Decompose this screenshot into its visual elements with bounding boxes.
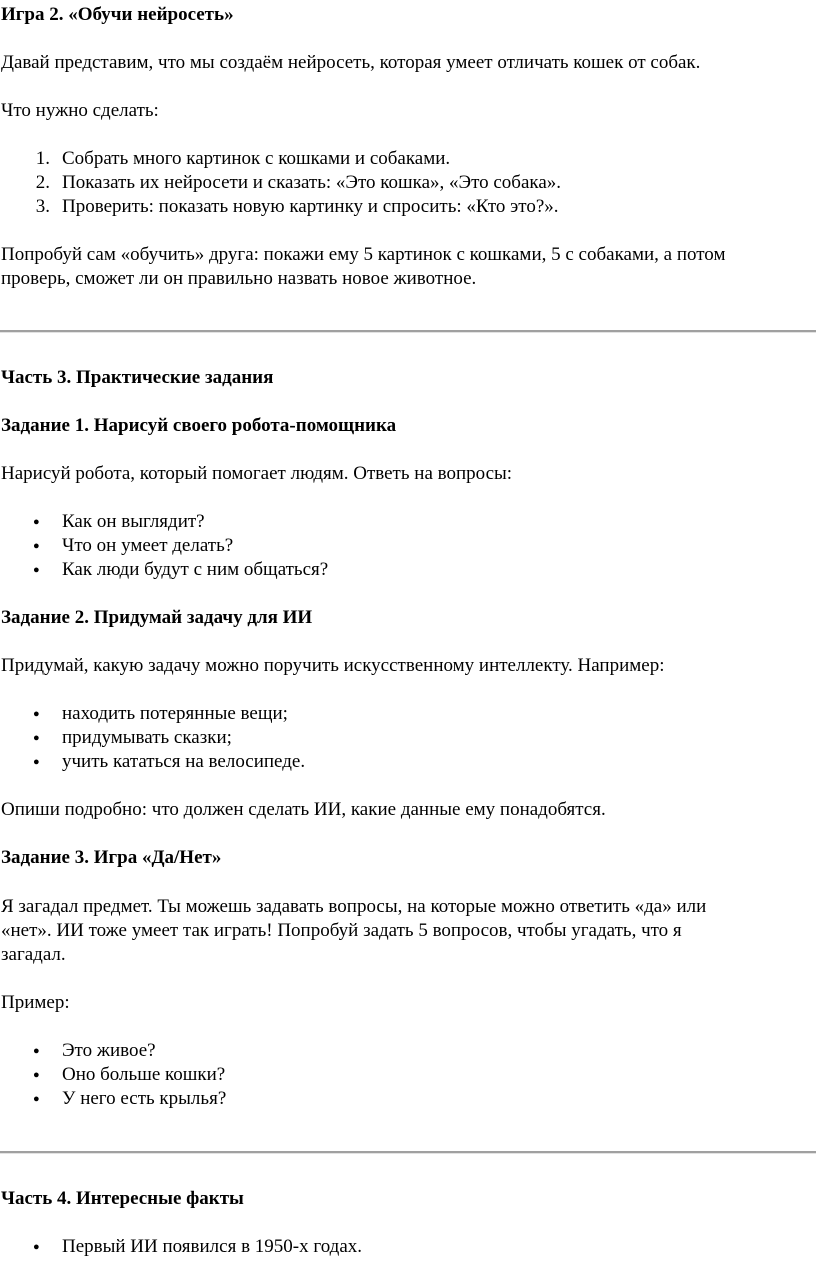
task1-text: Нарисуй робота, который помогает людям. Ответь на вопросы: [1,463,513,484]
game2-title: Игра 2. «Обучи нейросеть» [1,4,234,25]
list-item-text: придумывать сказки; [62,727,232,748]
list-item-text: У него есть крылья? [62,1088,227,1109]
list-item-text: Первый ИИ появился в 1950-х годах. [62,1236,363,1257]
bullet-icon: ● [33,564,40,576]
task1-title: Задание 1. Нарисуй своего робота-помощника [1,415,397,436]
list-item-text: Как люди будут с ним общаться? [62,559,329,580]
task2-title: Задание 2. Придумай задачу для ИИ [1,607,313,628]
bullet-icon: ● [33,1241,40,1253]
list-number: 3. [35,196,50,217]
horizontal-divider [0,330,816,333]
game2-try-line-2: проверь, сможет ли он правильно назвать новое животное. [1,268,477,289]
bullet-icon: ● [33,732,40,744]
task3-text-line-2: «нет». ИИ тоже умеет так играть! Попробуй задать 5 вопросов, чтобы угадать, что я [1,920,682,941]
list-item-text: Проверить: показать новую картинку и спросить: «Кто это?». [62,196,559,217]
task3-text-line-3: загадал. [1,944,66,965]
horizontal-divider [0,1151,816,1154]
list-number: 2. [35,172,50,193]
list-item-text: учить кататься на велосипеде. [62,751,306,772]
list-item-text: Собрать много картинок с кошками и собаками. [62,148,451,169]
list-item-text: Показать их нейросети и сказать: «Это кошка», «Это собака». [62,172,562,193]
game2-todo-label: Что нужно сделать: [1,100,159,121]
part4-title: Часть 4. Интересные факты [1,1188,244,1209]
list-item-text: Это живое? [62,1040,156,1061]
bullet-icon: ● [33,756,40,768]
task2-outro: Опиши подробно: что должен сделать ИИ, какие данные ему понадобятся. [1,799,606,820]
task3-example-label: Пример: [1,992,70,1013]
task2-text: Придумай, какую задачу можно поручить искусственному интеллекту. Например: [1,655,665,676]
part3-title: Часть 3. Практические задания [1,367,274,388]
list-item-text: находить потерянные вещи; [62,703,288,724]
bullet-icon: ● [33,1069,40,1081]
bullet-icon: ● [33,708,40,720]
task3-title: Задание 3. Игра «Да/Нет» [1,847,222,868]
list-item-text: Как он выглядит? [62,511,205,532]
list-item-text: Что он умеет делать? [62,535,234,556]
list-item-text: Оно больше кошки? [62,1064,226,1085]
task3-text-line-1: Я загадал предмет. Ты можешь задавать вопросы, на которые можно ответить «да» или [1,896,707,917]
bullet-icon: ● [33,1045,40,1057]
game2-try-line-1: Попробуй сам «обучить» друга: покажи ему 5 картинок с кошками, 5 с собаками, а потом [1,244,726,265]
bullet-icon: ● [33,1093,40,1105]
list-number: 1. [35,148,50,169]
game2-intro: Давай представим, что мы создаём нейросеть, которая умеет отличать кошек от собак. [1,52,701,73]
bullet-icon: ● [33,516,40,528]
bullet-icon: ● [33,540,40,552]
